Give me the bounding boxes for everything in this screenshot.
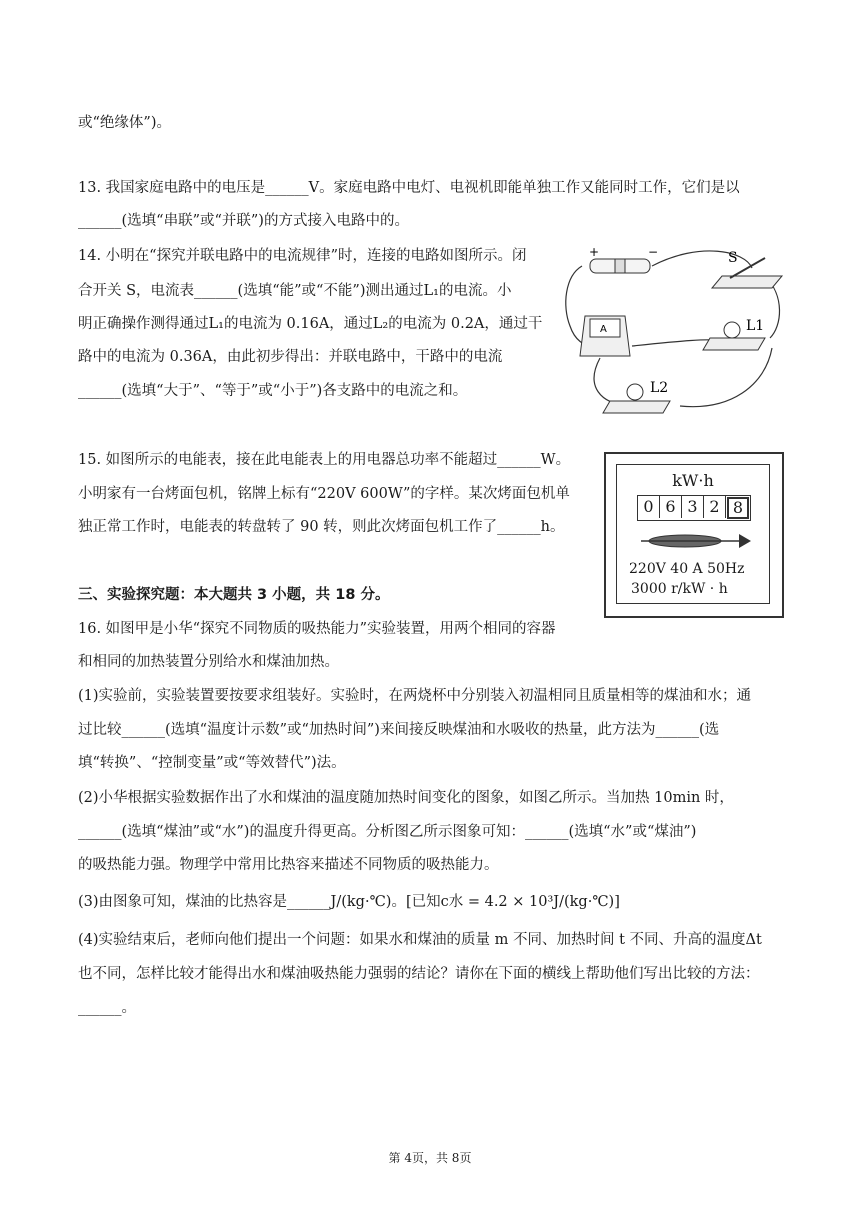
meter-digits bbox=[637, 495, 751, 521]
text-line: 合开关 S，电流表______(选填“能”或“不能”)测出通过L₁的电流。小 bbox=[78, 283, 512, 299]
page-footer: 第 4页，共 8页 bbox=[388, 1151, 472, 1165]
meter-digit: 2 bbox=[704, 496, 726, 518]
section-heading: 三、实验探究题：本大题共 3 小题，共 18 分。 bbox=[78, 587, 390, 603]
text-line: 明正确操作测得通过L₁的电流为 0.16A，通过L₂的电流为 0.2A，通过干 bbox=[78, 316, 543, 332]
text-line: (4)实验结束后，老师向他们提出一个问题：如果水和煤油的质量 m 不同、加热时间 t 不同、升高的温度Δt bbox=[78, 932, 762, 948]
text-line: 过比较______(选填“温度计示数”或“加热时间”)来间接反映煤油和水吸收的热量，此方法为______(选 bbox=[78, 722, 720, 738]
text-line: ______。 bbox=[78, 1000, 136, 1016]
energy-meter-figure bbox=[604, 452, 784, 618]
text-line: 14. 小明在“探究并联电路中的电流规律”时，连接的电路如图所示。闭 bbox=[78, 248, 527, 264]
lamp1-label: L1 bbox=[746, 318, 765, 334]
meter-digit: 3 bbox=[682, 496, 704, 518]
ammeter-label: A bbox=[600, 324, 607, 335]
battery-minus-label: − bbox=[648, 246, 659, 259]
text-line: (1)实验前，实验装置要按要求组装好。实验时，在两烧杯中分别装入初温相同且质量相等的煤油和水；通 bbox=[78, 688, 752, 704]
meter-unit: kW·h bbox=[672, 471, 714, 490]
circuit-diagram bbox=[560, 246, 786, 426]
meter-digit: 6 bbox=[660, 496, 682, 518]
switch-label: S bbox=[728, 250, 738, 266]
text-line: 16. 如图甲是小华“探究不同物质的吸热能力”实验装置，用两个相同的容器 bbox=[78, 621, 556, 637]
text-line: 也不同，怎样比较才能得出水和煤油吸热能力强弱的结论？请你在下面的横线上帮助他们写出比较的方法： bbox=[78, 966, 760, 982]
lamp2-label: L2 bbox=[650, 380, 669, 396]
text-line: ______(选填“大于”、“等于”或“小于”)各支路中的电流之和。 bbox=[78, 383, 468, 399]
text-line: ______(选填“串联”或“并联”)的方式接入电路中的。 bbox=[78, 213, 409, 229]
text-line: 15. 如图所示的电能表，接在此电能表上的用电器总功率不能超过______W。 bbox=[78, 452, 571, 468]
text-line: 路中的电流为 0.36A，由此初步得出：并联电路中，干路中的电流 bbox=[78, 349, 503, 365]
text-line: 独正常工作时，电能表的转盘转了 90 转，则此次烤面包机工作了______h。 bbox=[78, 519, 565, 535]
text-line: (2)小华根据实验数据作出了水和煤油的温度随加热时间变化的图象，如图乙所示。当加热 10min 时， bbox=[78, 790, 734, 806]
text-line: 的吸热能力强。物理学中常用比热容来描述不同物质的吸热能力。 bbox=[78, 857, 499, 873]
text-line: 和相同的加热装置分别给水和煤油加热。 bbox=[78, 654, 339, 670]
text-line: 或“绝缘体”)。 bbox=[78, 115, 171, 131]
text-line: 填“转换”、“控制变量”或“等效替代”)法。 bbox=[78, 755, 346, 771]
text-line: 小明家有一台烤面包机，铭牌上标有“220V 600W”的字样。某次烤面包机单 bbox=[78, 486, 570, 502]
battery-plus-label: + bbox=[589, 246, 600, 259]
text-line: ______(选填“煤油”或“水”)的温度升得更高。分析图乙所示图象可知：______(选填“水”或“煤油”) bbox=[78, 824, 697, 840]
meter-digit-decimal: 8 bbox=[727, 497, 749, 519]
energy-meter-face bbox=[616, 464, 770, 604]
meter-rate: 3000 r/kW · h bbox=[631, 581, 728, 597]
meter-spec: 220V 40 A 50Hz bbox=[629, 561, 745, 577]
text-line: 13. 我国家庭电路中的电压是______V。家庭电路中电灯、电视机即能单独工作又能同时工作，它们是以 bbox=[78, 180, 740, 196]
meter-digit: 0 bbox=[638, 496, 660, 518]
meter-disk-arrow-icon bbox=[635, 529, 753, 553]
text-line: (3)由图象可知，煤油的比热容是______J/(kg·℃)。[已知c水 = 4.2 × 10³J/(kg·℃)] bbox=[78, 894, 620, 910]
